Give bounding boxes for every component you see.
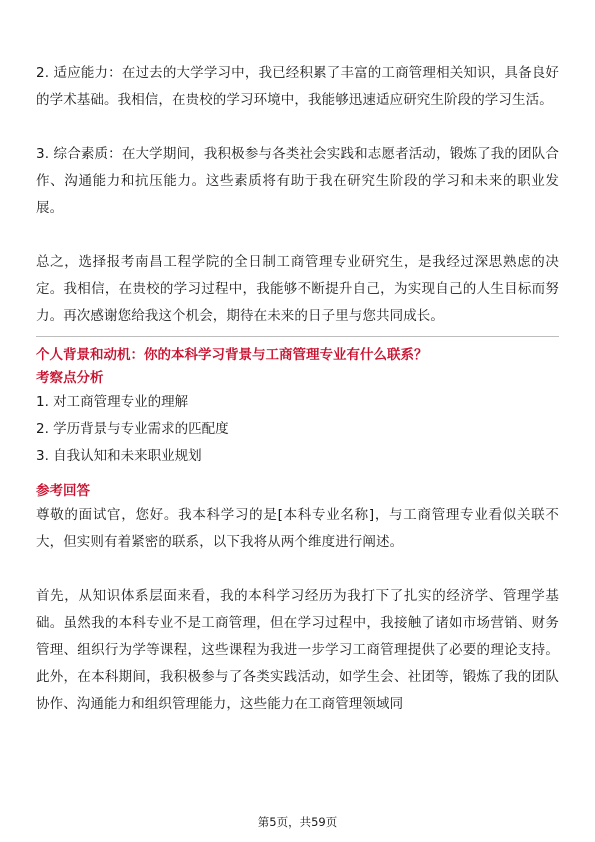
answer-heading: 参考回答 <box>36 483 90 499</box>
answer-paragraph-knowledge: 首先，从知识体系层面来看，我的本科学习经历为我打下了扎实的经济学、管理学基础。虽然我的本科专业不是工商管理，但在学习过程中，我接触了诸如市场营销、财务管理、组织行为学等课程，这些课程为我进一步学习工商管理提供了必要的理论支持。此外，在本科期间，我积极参与了各类实践活动，如学生会、社团等，锻炼了我的团队协作、沟通能力和组织管理能力，这些能力在工商管理领域同 <box>36 588 559 712</box>
spacer <box>36 470 559 480</box>
answer-paragraph-intro: 尊敬的面试官，您好。我本科学习的是[本科专业名称]，与工商管理专业看似关联不大，但实则有着紧密的联系，以下我将从两个维度进行阐述。 <box>36 507 559 550</box>
section-divider <box>36 336 559 337</box>
page-number-footer: 第5页，共59页 <box>257 815 338 829</box>
question-title: 个人背景和动机：你的本科学习背景与工商管理专业有什么联系？ <box>36 347 428 363</box>
paragraph-adaptability: 2. 适应能力：在过去的大学学习中，我已经积累了丰富的工商管理相关知识，具备良好的学术基础。我相信，在贵校的学习环境中，我能够迅速适应研究生阶段的学习生活。 <box>36 65 559 108</box>
paragraph-overall-quality: 3. 综合素质：在大学期间，我积极参与各类社会实践和志愿者活动，锻炼了我的团队合作、沟通能力和抗压能力。这些素质将有助于我在研究生阶段的学习和未来的职业发展。 <box>36 146 559 216</box>
page-content <box>36 60 559 718</box>
analysis-list <box>36 389 559 470</box>
analysis-heading: 考察点分析 <box>36 370 104 386</box>
spacer <box>36 556 559 583</box>
spacer <box>36 222 559 249</box>
spacer <box>36 114 559 141</box>
list-item: 3. 自我认知和未来职业规划 <box>36 448 202 464</box>
list-item: 1. 对工商管理专业的理解 <box>36 394 189 410</box>
paragraph-summary: 总之，选择报考南昌工程学院的全日制工商管理专业研究生，是我经过深思熟虑的决定。我相信，在贵校的学习过程中，我能够不断提升自己，为实现自己的人生目标而努力。再次感谢您给我这个机会，期待在未来的日子里与您共同成长。 <box>36 254 559 324</box>
list-item: 2. 学历背景与专业需求的匹配度 <box>36 421 229 437</box>
